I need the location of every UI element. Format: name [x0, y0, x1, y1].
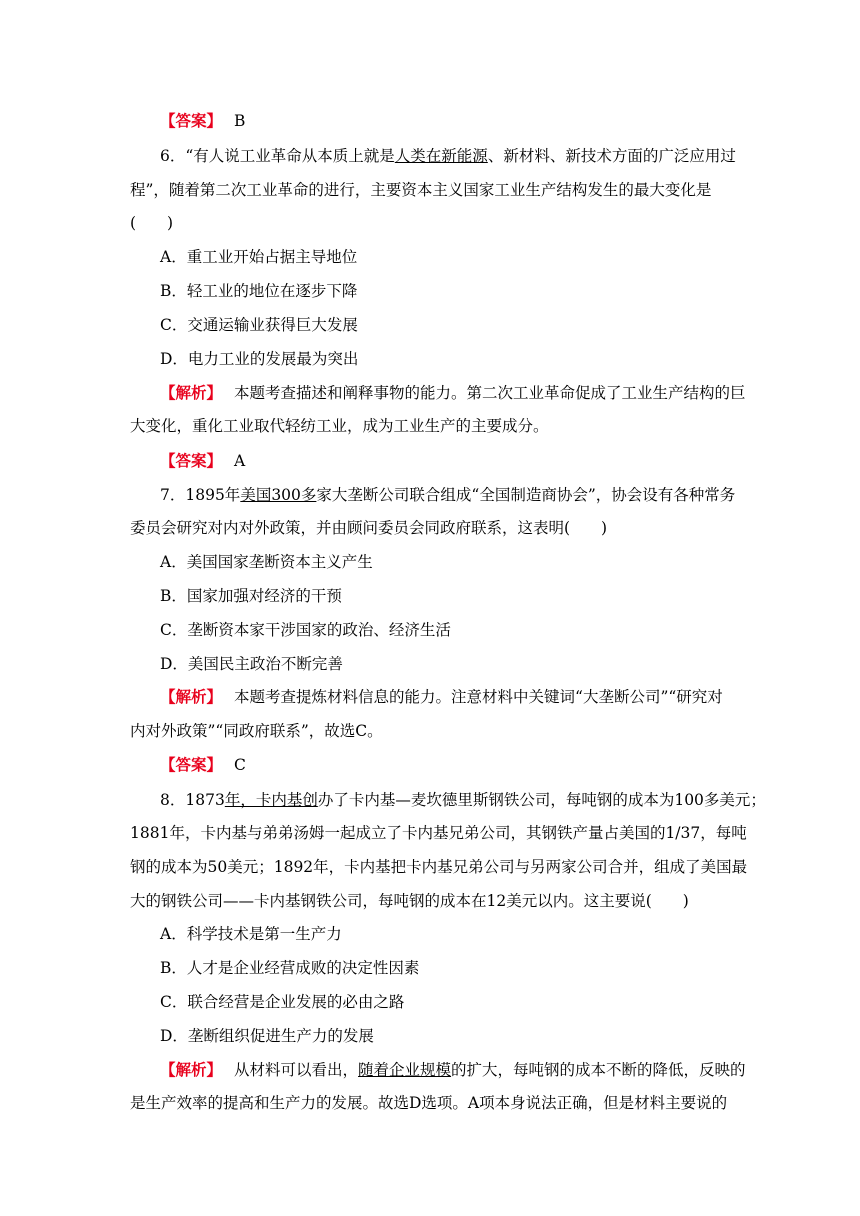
q6-line2: 程”，随着第二次工业革命的进行，主要资本主义国家工业生产结构发生的最大变化是 [130, 181, 712, 199]
q7-line1 [160, 484, 760, 506]
q8-text: 8．1873 [160, 791, 225, 809]
q8-underlined: 年，卡内基创 [224, 791, 318, 809]
q7-option-d: D．美国民主政治不断完善 [160, 655, 343, 673]
q8-analysis-line2: 是生产效率的提高和生产力的发展。故选D选项。A项本身说法正确，但是材料主要说的 [130, 1094, 728, 1112]
q8-line4: 大的钢铁公司——卡内基钢铁公司，每吨钢的成本在12美元以内。这主要说( ) [130, 892, 689, 910]
q6-option-c: C．交通运输业获得巨大发展 [160, 316, 358, 334]
q7-option-b: B．国家加强对经济的干预 [160, 587, 342, 605]
q6-text: 6．“有人说工业革命从本质上就是 [160, 147, 395, 165]
q8-line3: 钢的成本为50美元；1892年，卡内基把卡内基兄弟公司与另两家公司合并，组成了美国最 [130, 858, 748, 876]
q7-analysis-line2: 内对外政策”“同政府联系”，故选C。 [130, 722, 383, 740]
q7-line2: 委员会研究对内对外政策，并由顾问委员会同政府联系，这表明( ) [130, 519, 608, 537]
q8-option-a: A．科学技术是第一生产力 [160, 925, 342, 943]
answer-label: 【答案】 [160, 451, 223, 470]
analysis-text: 本题考查提炼材料信息的能力。注意材料中关键词“大垄断公司”“研究对 [234, 688, 723, 706]
analysis-label: 【解析】 [160, 687, 223, 706]
q7-answer-line [160, 754, 760, 776]
q6-analysis-line2: 大变化，重化工业取代轻纺工业，成为工业生产的主要成分。 [130, 417, 549, 435]
analysis-label: 【解析】 [160, 383, 223, 402]
q7-analysis-line1 [160, 686, 760, 708]
q7-underlined: 美国300多 [240, 486, 317, 504]
q6-answer-line [160, 450, 760, 472]
q6-line3: ( ) [130, 214, 174, 232]
q7-text: 7．1895年 [160, 486, 241, 504]
analysis-text: 本题考查描述和阐释事物的能力。第二次工业革命促成了工业生产结构的巨 [234, 384, 746, 402]
q8-analysis-line1 [160, 1059, 760, 1081]
answer-value: A [234, 452, 246, 470]
analysis-label: 【解析】 [160, 1060, 223, 1079]
q7-option-a: A．美国国家垄断资本主义产生 [160, 553, 373, 571]
q8-option-c: C．联合经营是企业发展的必由之路 [160, 993, 405, 1011]
analysis-text: 从材料可以看出， [234, 1061, 359, 1079]
answer-value: B [234, 112, 246, 130]
q8-option-b: B．人才是企业经营成败的决定性因素 [160, 959, 420, 977]
q6-text: 、新材料、新技术方面的广泛应用过 [487, 147, 736, 165]
answer-line [160, 110, 760, 132]
answer-label: 【答案】 [160, 111, 223, 130]
q6-underlined: 人类在新能源 [394, 147, 488, 165]
q8-line1 [160, 789, 766, 811]
analysis-text: 的扩大，每吨钢的成本不断的降低，反映的 [451, 1061, 746, 1079]
answer-label: 【答案】 [160, 755, 223, 774]
q6-option-d: D．电力工业的发展最为突出 [160, 350, 359, 368]
q7-option-c: C．垄断资本家干涉国家的政治、经济生活 [160, 621, 451, 639]
q6-line1 [160, 145, 760, 167]
q7-text: 家大垄断公司联合组成“全国制造商协会”，协会设有各种常务 [316, 486, 736, 504]
q6-option-a: A．重工业开始占据主导地位 [160, 248, 358, 266]
analysis-underlined: 随着企业规模 [358, 1061, 452, 1079]
q8-option-d: D．垄断组织促进生产力的发展 [160, 1027, 374, 1045]
q6-analysis-line1 [160, 382, 760, 404]
q8-line2: 1881年，卡内基与弟弟汤姆一起成立了卡内基兄弟公司，其钢铁产量占美国的1/37，每吨 [130, 824, 747, 842]
answer-value: C [234, 756, 246, 774]
q6-option-b: B．轻工业的地位在逐步下降 [160, 282, 358, 300]
q8-text: 办了卡内基—麦坎德里斯钢铁公司，每吨钢的成本为100多美元； [317, 791, 766, 809]
